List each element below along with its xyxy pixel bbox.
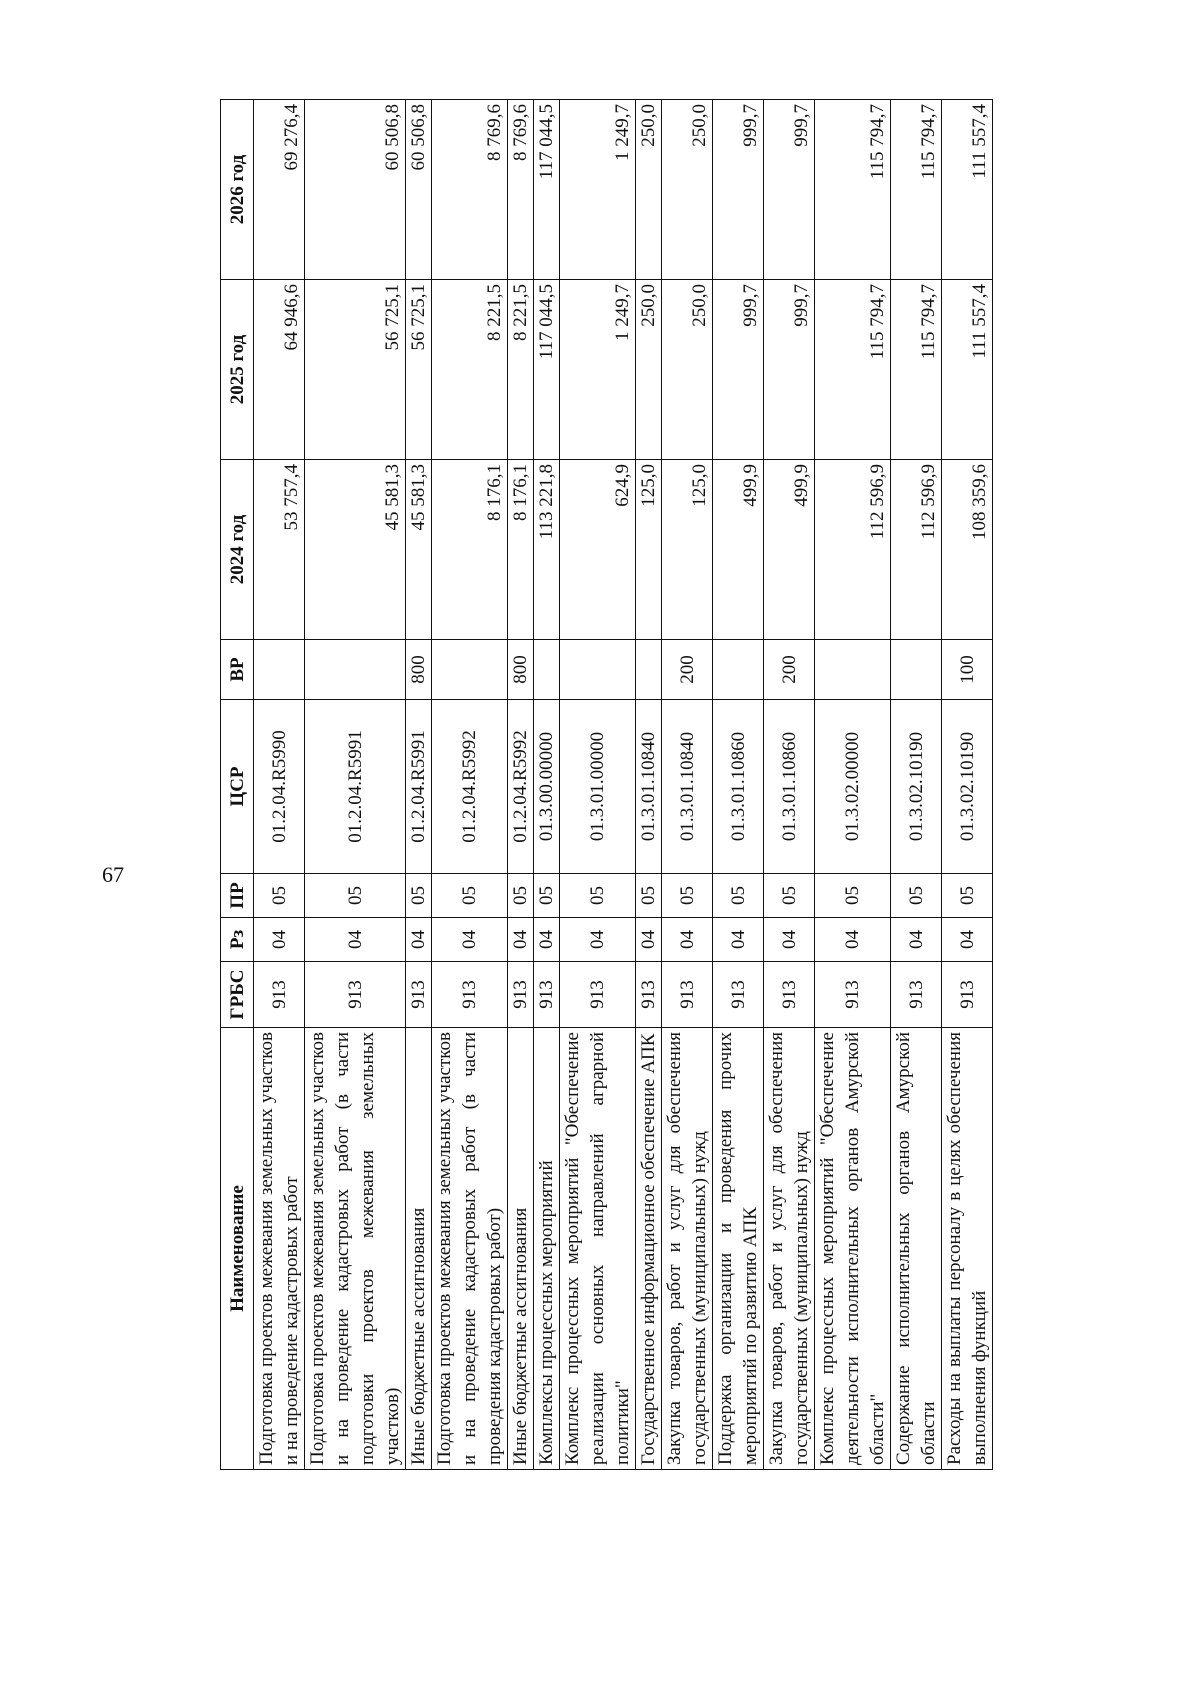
cell-2025: 8 221,5 [432,280,508,460]
cell-name: Содержание исполнительных органов Амурской области [891,1028,942,1470]
table-row [254,100,305,1470]
cell-rz: 04 [713,918,764,962]
cell-csr: 01.2.04.R5990 [254,700,305,874]
cell-vr [534,640,560,700]
cell-vr [560,640,636,700]
cell-2026: 111 557,4 [942,100,993,280]
cell-2025: 115 794,7 [891,280,942,460]
cell-2026: 999,7 [713,100,764,280]
table-row [432,100,508,1470]
table-header-row [221,100,254,1470]
cell-vr [891,640,942,700]
cell-grbs: 913 [432,962,508,1028]
cell-2024: 45 581,3 [305,460,406,640]
cell-grbs: 913 [636,962,662,1028]
cell-rz: 04 [942,918,993,962]
cell-name: Расходы на выплаты персоналу в целях обеспечения выполнения функций [942,1028,993,1470]
cell-grbs: 913 [891,962,942,1028]
cell-csr: 01.3.01.10860 [764,700,815,874]
cell-2025: 1 249,7 [560,280,636,460]
cell-2026: 69 276,4 [254,100,305,280]
cell-pr: 05 [891,874,942,918]
cell-vr [713,640,764,700]
cell-vr [815,640,891,700]
header-csr: ЦСР [221,700,254,874]
cell-rz: 04 [891,918,942,962]
cell-grbs: 913 [305,962,406,1028]
cell-rz: 04 [636,918,662,962]
cell-2024: 8 176,1 [508,460,534,640]
cell-csr: 01.3.02.10190 [891,700,942,874]
cell-vr: 800 [508,640,534,700]
budget-table [220,99,993,1470]
cell-csr: 01.3.01.10860 [713,700,764,874]
cell-rz: 04 [534,918,560,962]
table-row [713,100,764,1470]
cell-name: Подготовка проектов межевания земельных участков и на проведение кадастровых работ (в части проведения кадастровых работ) [432,1028,508,1470]
cell-csr: 01.2.04.R5992 [432,700,508,874]
cell-name: Иные бюджетные ассигнования [508,1028,534,1470]
cell-rz: 04 [764,918,815,962]
cell-name: Комплексы процессных мероприятий [534,1028,560,1470]
cell-vr: 100 [942,640,993,700]
table-row [560,100,636,1470]
cell-2024: 53 757,4 [254,460,305,640]
cell-2026: 60 506,8 [406,100,432,280]
cell-pr: 05 [432,874,508,918]
cell-2024: 624,9 [560,460,636,640]
cell-rz: 04 [432,918,508,962]
cell-2025: 115 794,7 [815,280,891,460]
table-row [534,100,560,1470]
cell-name: Иные бюджетные ассигнования [406,1028,432,1470]
cell-2025: 250,0 [636,280,662,460]
cell-2024: 499,9 [764,460,815,640]
cell-grbs: 913 [254,962,305,1028]
table-row [662,100,713,1470]
cell-grbs: 913 [815,962,891,1028]
cell-2025: 8 221,5 [508,280,534,460]
cell-name: Подготовка проектов межевания земельных участков и на проведение кадастровых работ [254,1028,305,1470]
table-row [942,100,993,1470]
cell-2026: 115 794,7 [815,100,891,280]
table-row [508,100,534,1470]
cell-pr: 05 [406,874,432,918]
header-2024: 2024 год [221,460,254,640]
table-row [636,100,662,1470]
cell-name: Комплекс процессных мероприятий "Обеспечение реализации основных направлений аграрной политики" [560,1028,636,1470]
cell-name: Комплекс процессных мероприятий "Обеспечение деятельности исполнительных органов Амурской области" [815,1028,891,1470]
cell-name: Поддержка организации и проведения прочих мероприятий по развитию АПК [713,1028,764,1470]
cell-csr: 01.2.04.R5991 [406,700,432,874]
cell-2026: 250,0 [636,100,662,280]
cell-pr: 05 [713,874,764,918]
cell-pr: 05 [254,874,305,918]
cell-rz: 04 [508,918,534,962]
cell-grbs: 913 [764,962,815,1028]
cell-2026: 999,7 [764,100,815,280]
cell-2026: 250,0 [662,100,713,280]
cell-2025: 56 725,1 [406,280,432,460]
cell-2026: 8 769,6 [432,100,508,280]
cell-2026: 60 506,8 [305,100,406,280]
cell-csr: 01.2.04.R5992 [508,700,534,874]
header-2025: 2025 год [221,280,254,460]
cell-pr: 05 [662,874,713,918]
table-row [764,100,815,1470]
cell-grbs: 913 [662,962,713,1028]
cell-name: Подготовка проектов межевания земельных участков и на проведение кадастровых работ (в части подготовки проектов межевания земельных участков) [305,1028,406,1470]
cell-2024: 45 581,3 [406,460,432,640]
cell-csr: 01.3.00.00000 [534,700,560,874]
cell-vr: 800 [406,640,432,700]
header-pr: ПР [221,874,254,918]
cell-2024: 8 176,1 [432,460,508,640]
cell-rz: 04 [254,918,305,962]
cell-csr: 01.3.02.00000 [815,700,891,874]
cell-2024: 112 596,9 [891,460,942,640]
cell-pr: 05 [508,874,534,918]
cell-2024: 499,9 [713,460,764,640]
cell-pr: 05 [636,874,662,918]
page-number: 67 [102,862,124,887]
cell-rz: 04 [662,918,713,962]
table-row [305,100,406,1470]
cell-grbs: 913 [713,962,764,1028]
cell-rz: 04 [406,918,432,962]
cell-2025: 111 557,4 [942,280,993,460]
cell-2026: 115 794,7 [891,100,942,280]
cell-grbs: 913 [508,962,534,1028]
cell-2024: 112 596,9 [815,460,891,640]
cell-csr: 01.3.01.10840 [662,700,713,874]
cell-vr [305,640,406,700]
cell-grbs: 913 [406,962,432,1028]
cell-vr [432,640,508,700]
cell-pr: 05 [764,874,815,918]
cell-2025: 64 946,6 [254,280,305,460]
cell-csr: 01.3.02.10190 [942,700,993,874]
cell-rz: 04 [305,918,406,962]
table-row [406,100,432,1470]
cell-2024: 113 221,8 [534,460,560,640]
cell-csr: 01.3.01.00000 [560,700,636,874]
cell-pr: 05 [815,874,891,918]
cell-pr: 05 [534,874,560,918]
cell-vr [254,640,305,700]
cell-2024: 108 359,6 [942,460,993,640]
cell-name: Государственное информационное обеспечение АПК [636,1028,662,1470]
cell-vr [636,640,662,700]
rotated-table-container [220,100,1100,1470]
header-vr: ВР [221,640,254,700]
cell-grbs: 913 [942,962,993,1028]
cell-vr: 200 [764,640,815,700]
cell-2026: 1 249,7 [560,100,636,280]
cell-2025: 999,7 [764,280,815,460]
cell-csr: 01.2.04.R5991 [305,700,406,874]
cell-rz: 04 [815,918,891,962]
cell-csr: 01.3.01.10840 [636,700,662,874]
header-rz: Рз [221,918,254,962]
table-row [815,100,891,1470]
cell-pr: 05 [942,874,993,918]
cell-2024: 125,0 [636,460,662,640]
cell-name: Закупка товаров, работ и услуг для обеспечения государственных (муниципальных) нужд [764,1028,815,1470]
cell-grbs: 913 [560,962,636,1028]
cell-pr: 05 [305,874,406,918]
cell-2025: 999,7 [713,280,764,460]
cell-name: Закупка товаров, работ и услуг для обеспечения государственных (муниципальных) нужд [662,1028,713,1470]
cell-grbs: 913 [534,962,560,1028]
cell-2024: 125,0 [662,460,713,640]
cell-pr: 05 [560,874,636,918]
cell-2025: 250,0 [662,280,713,460]
cell-2025: 117 044,5 [534,280,560,460]
cell-rz: 04 [560,918,636,962]
cell-2026: 8 769,6 [508,100,534,280]
header-name: Наименование [221,1028,254,1470]
cell-2025: 56 725,1 [305,280,406,460]
header-2026: 2026 год [221,100,254,280]
cell-2026: 117 044,5 [534,100,560,280]
table-row [891,100,942,1470]
cell-vr: 200 [662,640,713,700]
header-grbs: ГРБС [221,962,254,1028]
